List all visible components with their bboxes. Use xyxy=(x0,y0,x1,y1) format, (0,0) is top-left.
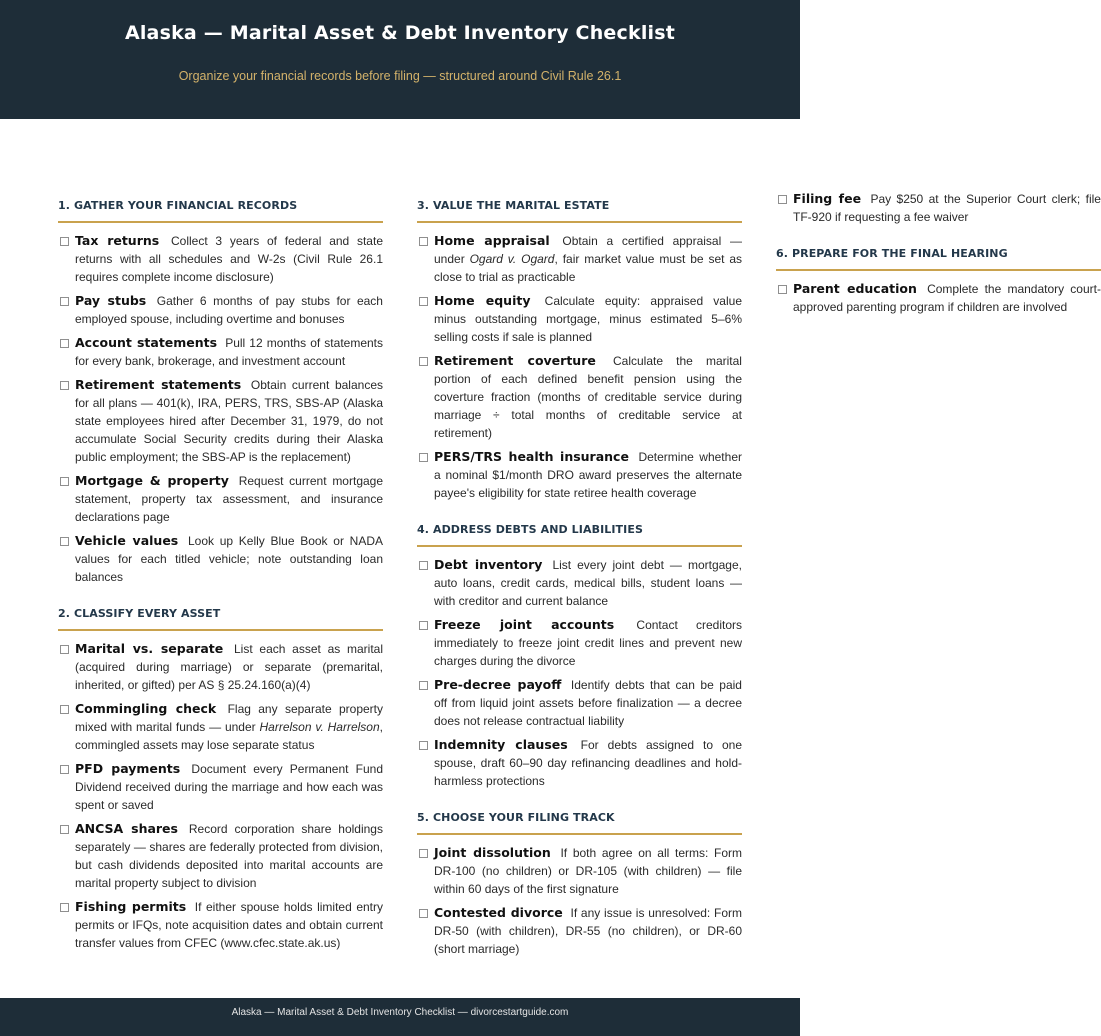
checkbox[interactable] xyxy=(778,285,787,294)
checklist-item-home-equity xyxy=(417,292,742,346)
checkbox[interactable] xyxy=(60,237,69,246)
checkbox[interactable] xyxy=(60,705,69,714)
section-gather-records xyxy=(58,190,383,586)
checklist-item-retirement-coverture xyxy=(417,352,742,442)
item-text: Gather 6 months of pay stubs for each employed spouse, including overtime and bonuses xyxy=(75,294,383,326)
item-label: Tax returns xyxy=(75,233,160,248)
checklist-item-retirement-statements xyxy=(58,376,383,466)
checklist-item-debt-inventory xyxy=(417,556,742,610)
checklist-content xyxy=(58,190,1101,986)
item-text: List each asset as marital (acquired during marriage) or separate (premarital, inherited, or gifted) per AS § 25.24.160(a)(4) xyxy=(75,642,383,692)
item-text: Calculate equity: appraised value minus outstanding mortgage, minus estimated 5–6% selling costs if sale is planned xyxy=(434,294,742,344)
item-label: Contested divorce xyxy=(434,905,563,920)
item-label: Marital vs. separate xyxy=(75,641,224,656)
item-label: Pre-decree payoff xyxy=(434,677,562,692)
section-title: 4. ADDRESS DEBTS AND LIABILITIES xyxy=(417,514,742,547)
item-label: Account statements xyxy=(75,335,218,350)
item-text: Pull 12 months of statements for every bank, brokerage, and investment account xyxy=(75,336,384,368)
checkbox[interactable] xyxy=(60,537,69,546)
item-text: Look up Kelly Blue Book or NADA values for each titled vehicle; note outstanding loan balances xyxy=(75,534,383,584)
item-text: Request current mortgage statement, property tax assessment, and insurance declarations page xyxy=(75,474,384,524)
item-text: Determine whether a nominal $1/month DRO award preserves the alternate payee's eligibility for state retiree health coverage xyxy=(434,450,742,500)
checklist-item-contested-divorce xyxy=(417,904,742,958)
item-text: Obtain a certified appraisal — under xyxy=(434,234,742,266)
checklist-item-account-statements xyxy=(58,334,383,370)
checkbox[interactable] xyxy=(419,561,428,570)
checkbox[interactable] xyxy=(419,909,428,918)
checklist-item-pers-trs-health xyxy=(417,448,742,502)
item-label: Freeze joint accounts xyxy=(434,617,615,632)
item-text: Contact creditors immediately to freeze joint credit lines and prevent new charges during the divorce xyxy=(434,618,743,668)
checklist-item-pay-stubs xyxy=(58,292,383,328)
checkbox[interactable] xyxy=(60,825,69,834)
checkbox[interactable] xyxy=(60,765,69,774)
checklist-item-commingling-check xyxy=(58,700,383,754)
item-text: If both agree on all terms: Form DR-100 (no children) or DR-105 (with children) — file within 60 days of the first signature xyxy=(434,846,742,896)
section-title: 3. VALUE THE MARITAL ESTATE xyxy=(417,190,742,223)
checklist-item-indemnity-clauses xyxy=(417,736,742,790)
page-header xyxy=(0,0,800,119)
checkbox[interactable] xyxy=(419,453,428,462)
section-value-estate xyxy=(417,190,742,502)
footer-text: Alaska — Marital Asset & Debt Inventory Checklist — divorcestartguide.com xyxy=(231,1007,569,1018)
page-subtitle: Organize your financial records before filing — structured around Civil Rule 26.1 xyxy=(178,69,622,83)
checklist-item-joint-dissolution xyxy=(417,844,742,898)
item-label: ANCSA shares xyxy=(75,821,178,836)
checkbox[interactable] xyxy=(419,297,428,306)
checklist-item-pfd-payments xyxy=(58,760,383,814)
checklist-item-vehicle-values xyxy=(58,532,383,586)
item-label: Commingling check xyxy=(75,701,217,716)
checkbox[interactable] xyxy=(60,903,69,912)
item-text: If either spouse holds limited entry permits or IFQs, note acquisition dates and obtain current transfer values from CFEC (www.cfec.state.ak.us) xyxy=(75,900,383,950)
checklist-columns xyxy=(58,190,1101,986)
item-label: Joint dissolution xyxy=(434,845,551,860)
case-citation: Harrelson v. Harrelson xyxy=(259,720,380,734)
item-label: PFD payments xyxy=(75,761,181,776)
item-text: List every joint debt — mortgage, auto loans, credit cards, medical bills, student loans — with creditor and current balance xyxy=(434,558,742,608)
item-text: Collect 3 years of federal and state returns with all schedules and W-2s (Civil Rule 26.1 requires complete income disclosure) xyxy=(75,234,383,284)
checkbox[interactable] xyxy=(419,681,428,690)
item-text: Obtain current balances for all plans — 401(k), IRA, PERS, TRS, SBS-AP (Alaska state employees hired after December 31, 1979, do not accumulate Social Security credits during their Alaska public employment; the SBS-AP is the replacement) xyxy=(75,378,383,464)
section-title: 1. GATHER YOUR FINANCIAL RECORDS xyxy=(58,190,383,223)
checkbox[interactable] xyxy=(60,645,69,654)
checkbox[interactable] xyxy=(419,741,428,750)
item-label: Indemnity clauses xyxy=(434,737,568,752)
checkbox[interactable] xyxy=(778,195,787,204)
checkbox[interactable] xyxy=(419,237,428,246)
page-footer xyxy=(0,998,800,1036)
item-text: Pay $250 at the Superior Court clerk; file TF-920 if requesting a fee waiver xyxy=(793,192,1101,224)
section-title: 6. PREPARE FOR THE FINAL HEARING xyxy=(776,238,1101,271)
checkbox[interactable] xyxy=(60,297,69,306)
item-label: Vehicle values xyxy=(75,533,179,548)
item-text: , fair market value must be set as close to trial as practicable xyxy=(434,252,742,284)
checkbox[interactable] xyxy=(60,477,69,486)
item-label: Fishing permits xyxy=(75,899,187,914)
item-label: Parent education xyxy=(793,281,917,296)
checkbox[interactable] xyxy=(60,381,69,390)
item-label: Debt inventory xyxy=(434,557,543,572)
item-label: Filing fee xyxy=(793,191,862,206)
section-debts xyxy=(417,514,742,790)
item-label: Home appraisal xyxy=(434,233,550,248)
checklist-item-ancsa-shares xyxy=(58,820,383,892)
item-label: Mortgage & property xyxy=(75,473,229,488)
checklist-item-pre-decree-payoff xyxy=(417,676,742,730)
item-label: Home equity xyxy=(434,293,531,308)
item-label: Retirement statements xyxy=(75,377,242,392)
item-text: Flag any separate property mixed with marital funds — under xyxy=(75,702,383,734)
section-classify-assets xyxy=(58,598,383,952)
item-text: If any issue is unresolved: Form DR-50 (with children), DR-55 (no children), or DR-60 (short marriage) xyxy=(434,906,743,956)
item-text: Calculate the marital portion of each defined benefit pension using the coverture fraction (months of creditable service during marriage ÷ total months of creditable service at retirement) xyxy=(434,354,742,440)
item-label: Pay stubs xyxy=(75,293,147,308)
checklist-item-tax-returns xyxy=(58,232,383,286)
checklist-item-filing-fee xyxy=(776,190,1101,226)
checkbox[interactable] xyxy=(419,621,428,630)
checklist-item-home-appraisal xyxy=(417,232,742,286)
checklist-item-fishing-permits xyxy=(58,898,383,952)
item-text: , commingled assets may lose separate status xyxy=(75,720,384,752)
item-text: For debts assigned to one spouse, draft 60–90 day refinancing deadlines and hold-harmless protections xyxy=(434,738,742,788)
item-text: Document every Permanent Fund Dividend received during the marriage and how each was spent or saved xyxy=(75,762,383,812)
item-text: Record corporation share holdings separately — shares are federally protected from division, but cash dividends deposited into marital accounts are marital property subject to division xyxy=(75,822,383,890)
item-text: Identify debts that can be paid off from liquid joint assets before finalization — a decree does not release contractual liability xyxy=(434,678,742,728)
checkbox[interactable] xyxy=(419,357,428,366)
item-label: Retirement coverture xyxy=(434,353,596,368)
item-label: PERS/TRS health insurance xyxy=(434,449,629,464)
checklist-item-freeze-accounts xyxy=(417,616,742,670)
checkbox[interactable] xyxy=(60,339,69,348)
section-title: 5. CHOOSE YOUR FILING TRACK xyxy=(417,802,742,835)
checkbox[interactable] xyxy=(419,849,428,858)
section-final-hearing xyxy=(776,238,1101,316)
page-title: Alaska — Marital Asset & Debt Inventory Checklist xyxy=(124,22,676,44)
section-title: 2. CLASSIFY EVERY ASSET xyxy=(58,598,383,631)
case-citation: Ogard v. Ogard xyxy=(469,252,555,266)
checklist-item-parent-education xyxy=(776,280,1101,316)
item-text: Complete the mandatory court-approved parenting program if children are involved xyxy=(793,282,1101,314)
checklist-item-mortgage-property xyxy=(58,472,383,526)
checklist-item-marital-vs-separate xyxy=(58,640,383,694)
